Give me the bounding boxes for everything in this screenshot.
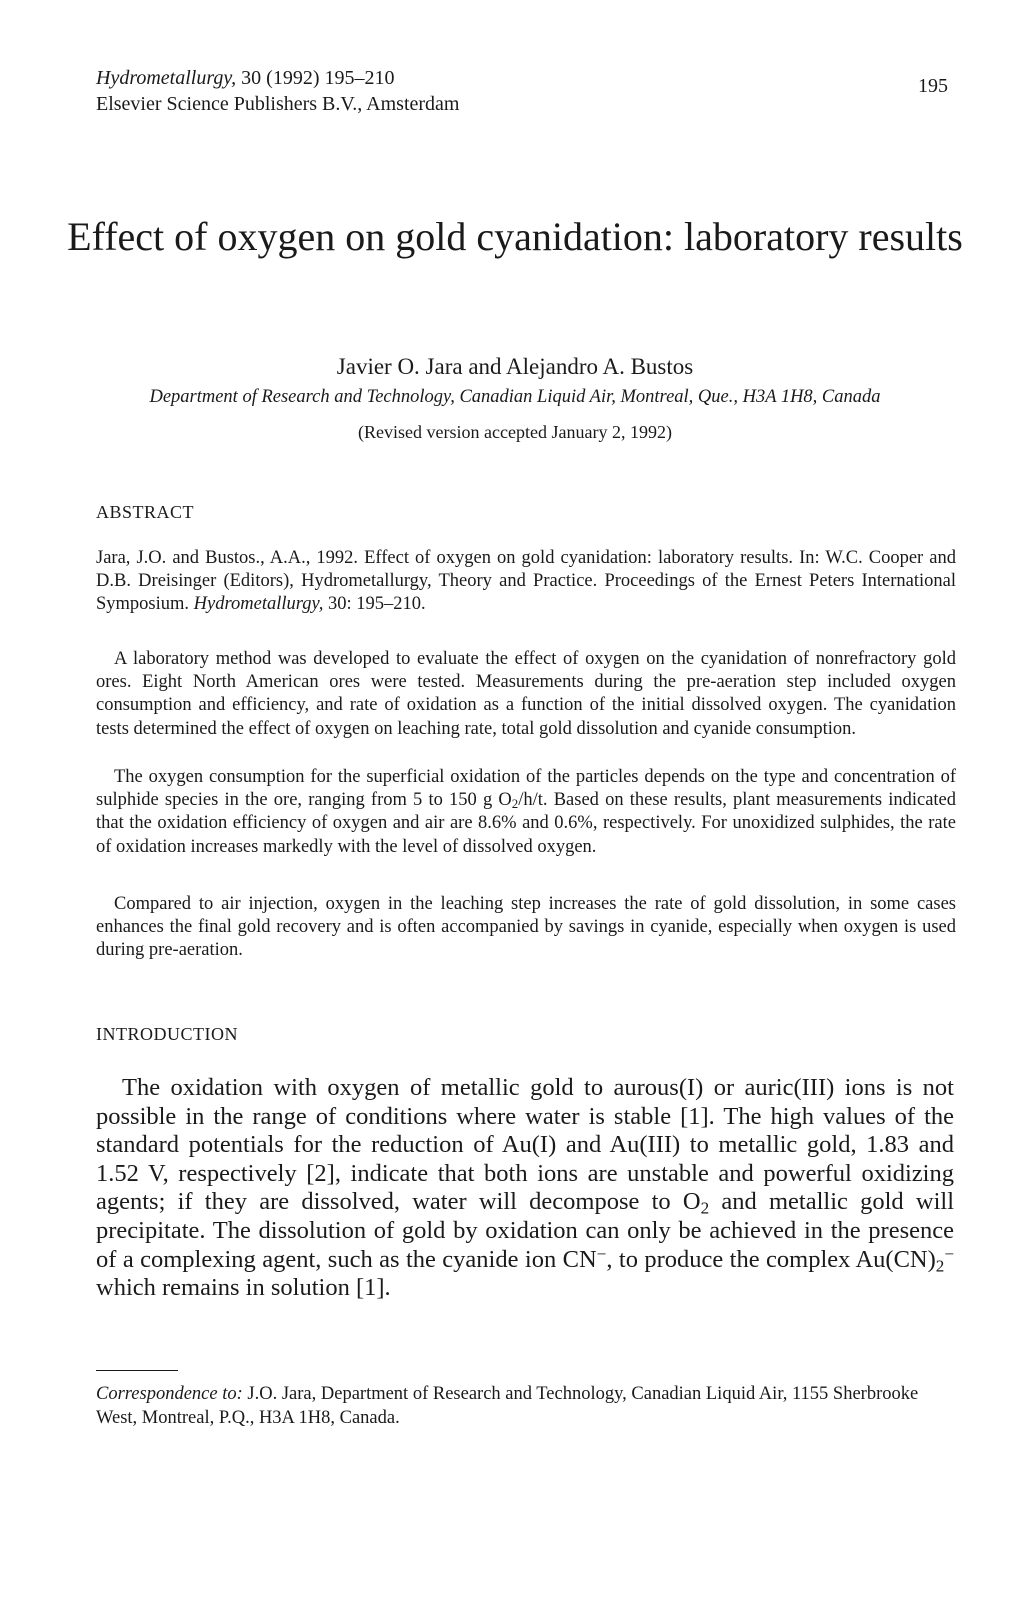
subscript: 2 xyxy=(935,1255,945,1275)
abstract-citation xyxy=(96,547,956,617)
introduction-heading: INTRODUCTION xyxy=(96,1024,238,1044)
intro-text-1: The oxidation with oxygen of metallic gold to aurous(I) or auric(III) ions is not possible in the range of conditions where water is stable [1]. The high values of the standard potentials for the reduction of Au(I) and Au(III) to metallic gold, 1.83 and 1.52 V, respectively [2], indicate that both ions are unstable and powerful oxidizing agents; if they are dissolved, water will decompose to O xyxy=(96,1074,954,1216)
article-title: Effect of oxygen on gold cyanidation: laboratory results xyxy=(67,214,963,259)
citation-text: Jara, J.O. and Bustos., A.A., 1992. Effect of oxygen on gold cyanidation: laboratory results. In: W.C. Cooper and D.B. Dreisinger (Editors), Hydrometallurgy, Theory and Practice. Proceedings of the Ernest Peters International Symposium. xyxy=(96,548,956,615)
footnote-label: Correspondence to: xyxy=(96,1384,243,1404)
footnote-divider xyxy=(96,1370,178,1371)
abstract-paragraph-3: Compared to air injection, oxygen in the leaching step increases the rate of gold dissolution, in some cases enhances the final gold recovery and is often accompanied by savings in cyanide, especially when oxygen is used during pre-aeration. xyxy=(96,894,956,961)
volume-info: 30 (1992) 195–210 xyxy=(241,67,395,89)
article-authors: Javier O. Jara and Alejandro A. Bustos xyxy=(336,354,694,379)
journal-name: Hydrometallurgy, xyxy=(96,67,237,89)
citation-journal: Hydrometallurgy, xyxy=(193,594,324,615)
page-number: 195 xyxy=(918,75,948,97)
footnote-text: J.O. Jara, Department of Research and Technology, Canadian Liquid Air, 1155 Sherbrooke West, Montreal, P.Q., H3A 1H8, Canada. xyxy=(96,1384,919,1428)
introduction-paragraph xyxy=(96,1074,954,1303)
superscript: − xyxy=(596,1243,607,1263)
abstract-paragraph-2-text-cont: /h/t. Based on these results, plant measurements indicated that the oxidation efficiency of oxygen and air are 8.6% and 0.6%, respectively. For unoxidized sulphides, the rate of oxidation increases markedly with the level of dissolved oxygen. xyxy=(96,790,957,857)
superscript: − xyxy=(944,1243,955,1263)
abstract-paragraph-1: A laboratory method was developed to evaluate the effect of oxygen on the cyanidation of nonrefractory gold ores. Eight North American ores were tested. Measurements during the pre-aeration step included oxygen consumption and efficiency, and rate of oxidation as a function of the initial dissolved oxygen. The cyanidation tests determined the effect of oxygen on leaching rate, total gold dissolution and cyanide consumption. xyxy=(96,649,956,739)
revision-date: (Revised version accepted January 2, 1992) xyxy=(358,422,672,442)
abstract-heading: ABSTRACT xyxy=(96,502,195,522)
citation-pages: 30: 195–210. xyxy=(327,594,426,615)
intro-text-2: and metallic gold will precipitate. The dissolution of gold by oxidation can only be achieved in the presence of a complexing agent, such as the cyanide ion CN xyxy=(96,1188,954,1273)
author-affiliation: Department of Research and Technology, Canadian Liquid Air, Montreal, Que., H3A 1H8, Canada xyxy=(149,387,881,407)
intro-text-4: which remains in solution [1]. xyxy=(96,1274,391,1302)
subscript: 2 xyxy=(511,796,519,812)
intro-text-3: , to produce the complex Au(CN) xyxy=(606,1245,936,1273)
abstract-paragraph-2 xyxy=(96,766,956,859)
subscript: 2 xyxy=(700,1198,710,1218)
publisher-line: Elsevier Science Publishers B.V., Amsterdam xyxy=(96,93,460,115)
correspondence-footnote xyxy=(96,1383,956,1430)
journal-citation xyxy=(96,66,395,90)
abstract-paragraph-2-text: The oxygen consumption for the superficial oxidation of the particles depends on the type and concentration of sulphide species in the ore, ranging from 5 to 150 g O xyxy=(96,767,956,811)
